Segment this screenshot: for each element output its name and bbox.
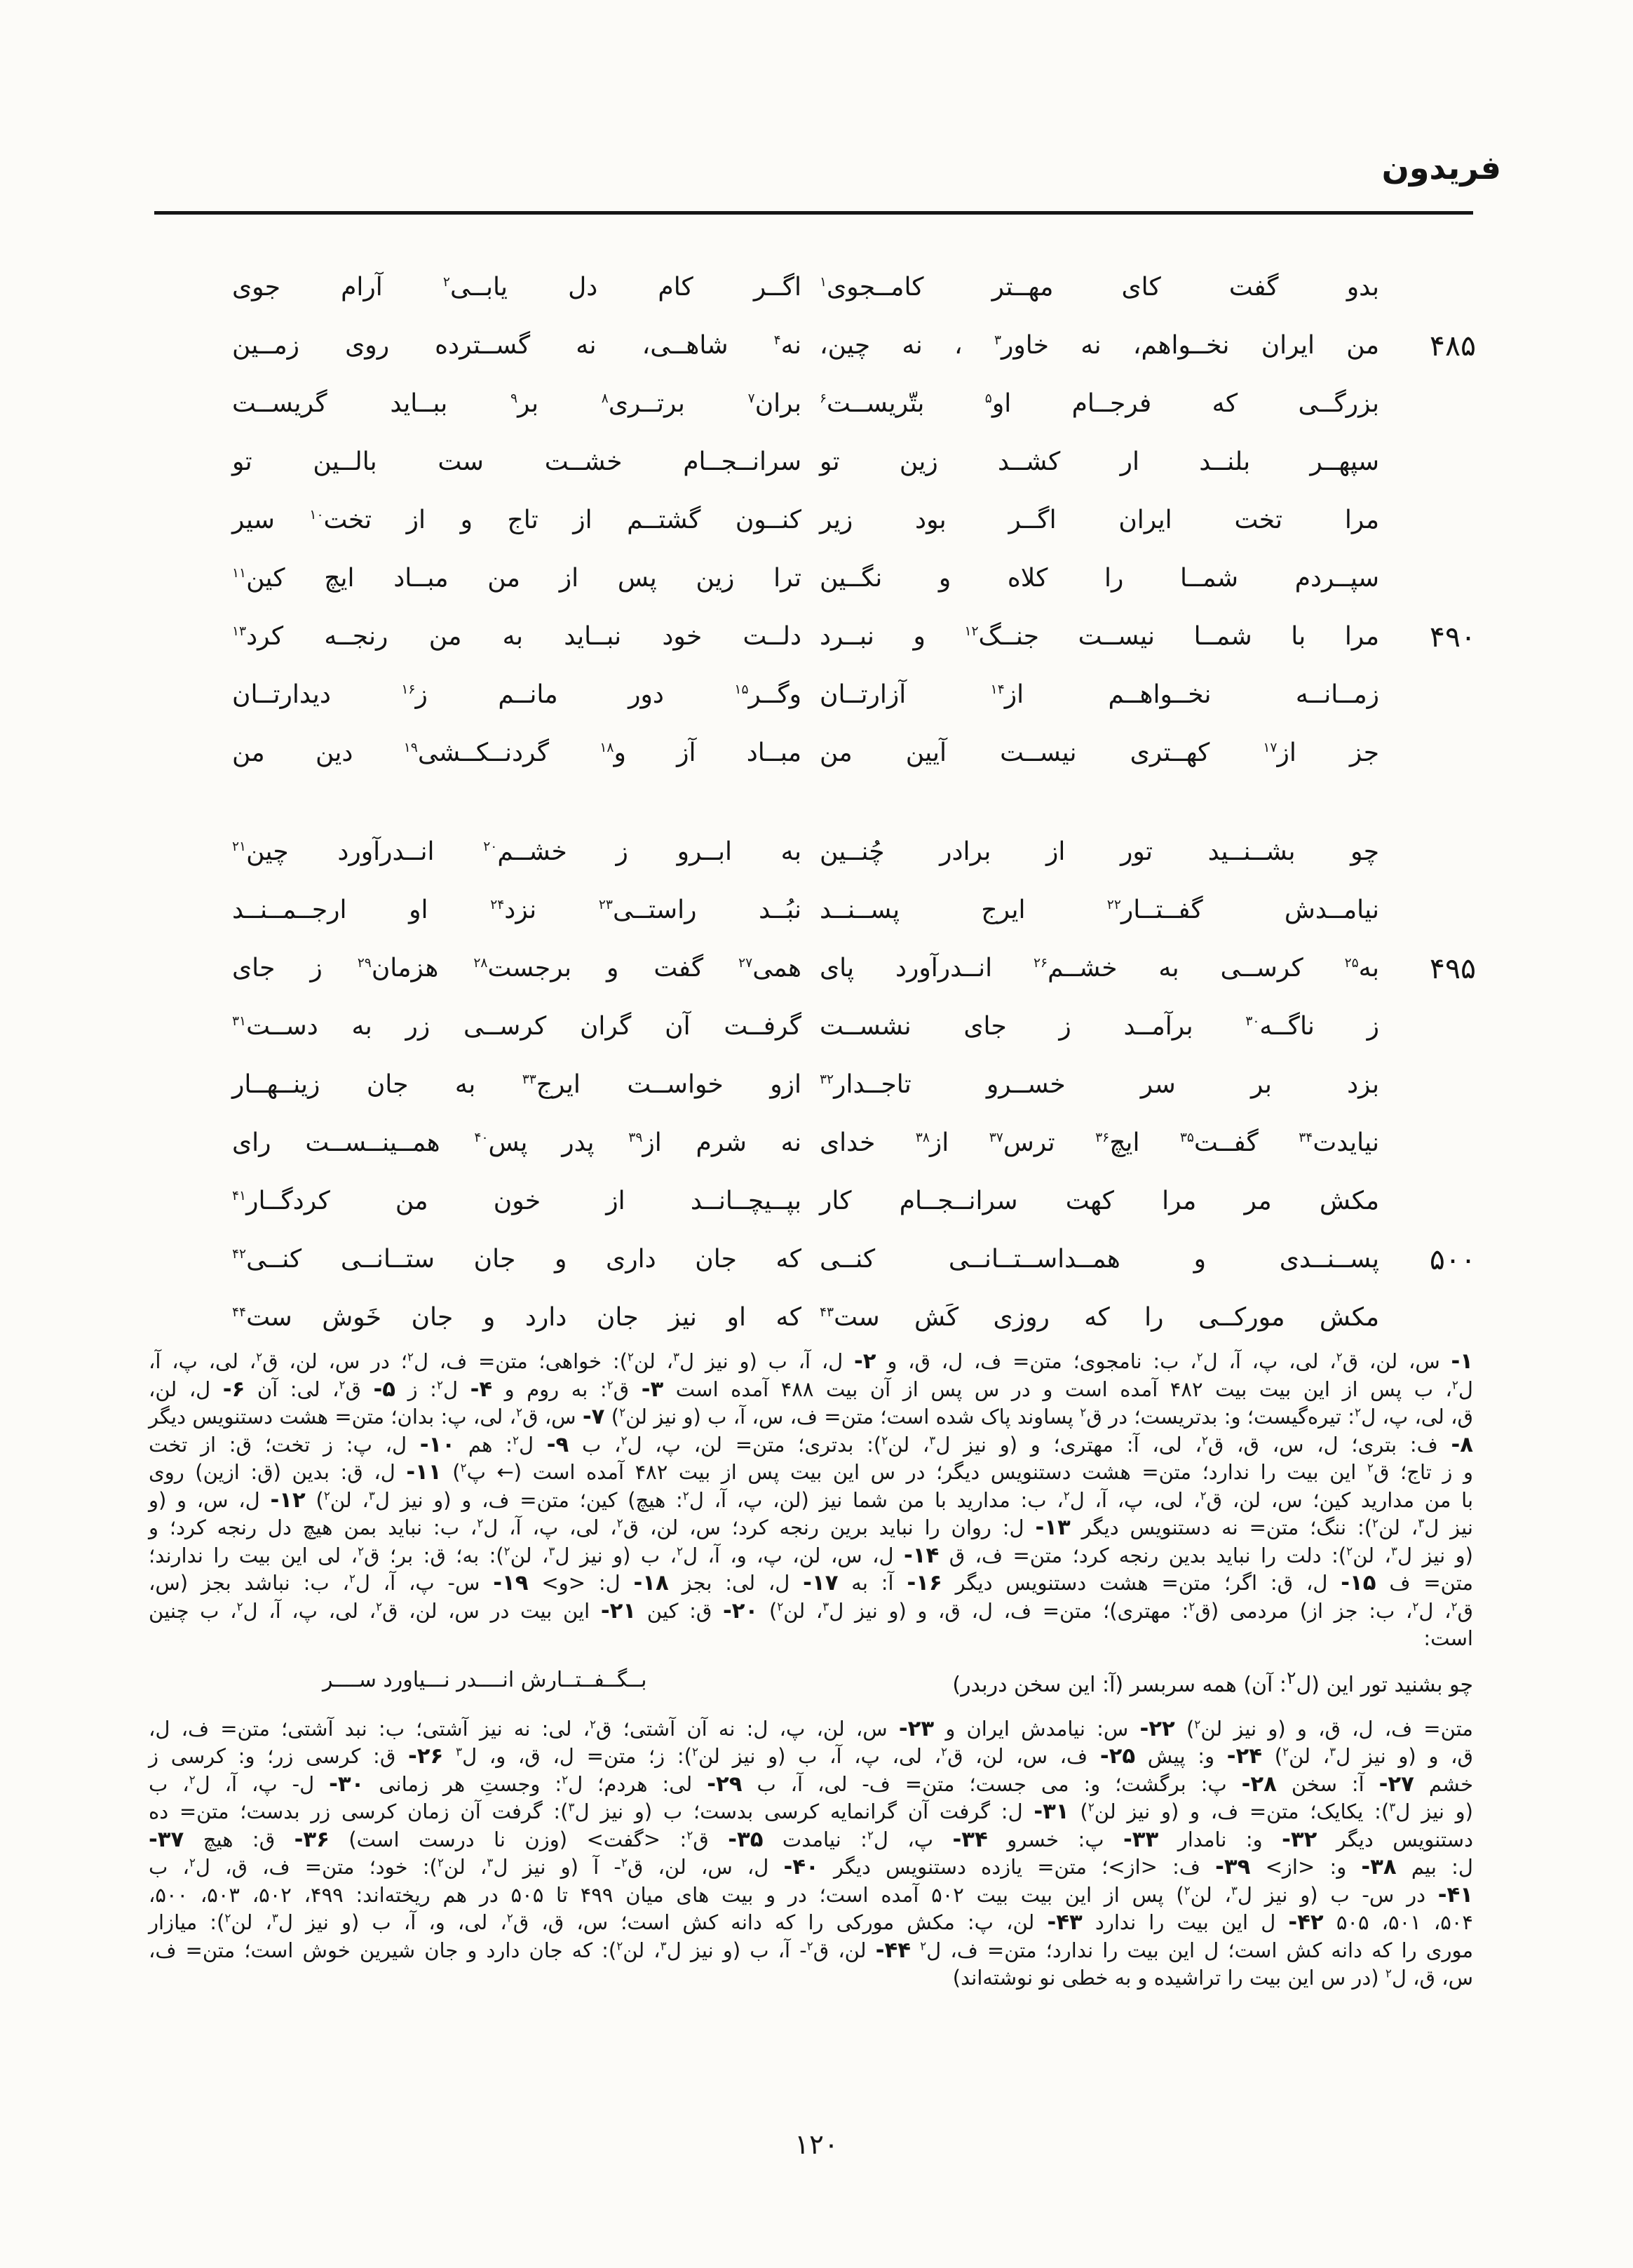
hemistich-left: ترا زین پس از من مبــاد ایچ کین$^{۱۱}$: [232, 563, 801, 593]
footnote-line: متن= ف، ل، ق، و (و نیز لن$^۲$) ۲۲- س: نیامدش ایران و ۲۳- س، لن، پ، ل: نه آن آشتی؛ ق$^۲$، لی: نه نیز آشتی؛ ب: نبد آشتی؛ متن= ف، ل،: [149, 1715, 1473, 1741]
hemistich-right: مکش مورکــی را که روزی کَش ست$^{۴۳}$: [820, 1302, 1379, 1332]
footnote-line: متن= ف ۱۵- ل، ق: اگر؛ متن= هشت دستنویس دیگر ۱۶- آ: به ۱۷- ل، لی: بجز ۱۸- ل: <و> ۱۹- س- پ، آ، ل$^۲$، ب: نباشد بجز (س،: [149, 1570, 1473, 1595]
couplet-row: [157, 374, 1476, 433]
stanza-2: [157, 823, 1476, 1346]
couplet-row: [157, 491, 1476, 549]
hemistich-right: زمــانــه نخــواهــم از$^{۱۴}$ آزارتــان: [820, 680, 1379, 709]
couplet-row: [157, 549, 1476, 607]
hemistich-right: چو بشــنــید تور از برادر چُنــین: [820, 837, 1379, 866]
couplet-row: [157, 823, 1476, 881]
hemistich-right: مرا با شمــا نیســت جنــگ$^{۱۲}$ و نبــرد: [820, 621, 1379, 651]
header-divider-rule: [154, 211, 1473, 215]
running-header-title: فریدون: [1381, 149, 1501, 187]
hemistich-right: سپــردم شمــا را کلاه و نگــین: [820, 563, 1379, 593]
couplet-row: [157, 881, 1476, 939]
footnote-line: است:: [1423, 1626, 1473, 1650]
hemistich-left: اگــر کام دل یابــی$^۲$ آرام جوی: [232, 272, 801, 302]
hemistich-right: پســنــدی و همــداســتــانــی کنــی: [820, 1244, 1379, 1274]
hemistich-left: نبُــد راستــی$^{۲۳}$ نزد$^{۲۴}$ او ارجــمــنــد: [232, 895, 801, 924]
footnote-line: خشم ۲۷- آ: سخن ۲۸- پ: برگشت؛ و: می جست؛ متن= ف- لی، آ، ب ۲۹- لی: هردم؛ ل$^۲$: وجستِ هر زمانی ۳۰- ل- پ، آ، ل$^۲$، ب: [149, 1771, 1473, 1797]
hemistich-right: جز از$^{۱۷}$ کهــتری نیســت آیین من: [820, 738, 1380, 767]
footnote-line: ۵۰۴، ۵۰۱، ۵۰۵ ۴۲- ل این بیت را ندارد ۴۳- لن، پ: مکش مورکی را که دانه کش است؛ س، ق، ق$^۲$، لی، و، آ، ب (و نیز ل$^۳$، لن$^۲$): میازار: [149, 1910, 1473, 1935]
couplet-row: [157, 997, 1476, 1055]
hemistich-left: سرانــجــام خشــت ست بالــین تو: [232, 447, 801, 476]
hemistich-left: نه$^۴$ شاهــی، نه گســترده روی زمــین: [232, 330, 801, 360]
footnote-line: ۱- س، لن، ق$^۲$، لی، پ، آ، ل$^۲$، ب: نامجوی؛ متن= ف، ل، ق، و ۲- ل، آ، ب (و نیز ل$^۳$، لن$^۲$): خواهی؛ متن= ف، ل$^۲$؛ در س، لن، ق$^۲$، لی، پ، آ،: [149, 1349, 1474, 1374]
footnote-quoted-verse: [149, 1668, 1473, 1697]
hemistich-left: ازو خواســت ایرج$^{۳۳}$ به جان زینــهــار: [232, 1069, 801, 1099]
footnote-line: ل$^۲$، ب پس از این بیت بیت ۴۸۲ آمده است و در س پس از آن بیت ۴۸۸ آمده است ۳- ق$^۲$: به روم و ۴- ل$^۲$: ز ۵- ق$^۲$، لی: آن ۶- ل، لن،: [149, 1376, 1473, 1402]
quoted-hemistich-right: چو بشنید تور این (ل$^۲$: آن) همه سربسر (آ: این سخن دربدر): [952, 1667, 1473, 1697]
hemistich-right: ز ناگــه$^{۳۰}$ برآمــد ز جای نشســت: [820, 1011, 1379, 1041]
hemistich-left: بران$^۷$ برتــری$^۸$ بر$^۹$ ببــاید گریســت: [232, 389, 802, 418]
hemistich-right: بدو گفت کای مهــتر کامــجوی$^۱$: [820, 272, 1379, 302]
couplet-row: [157, 1114, 1476, 1172]
verse-number: ۴۹۰: [1429, 619, 1476, 654]
footnote-line: ل: بیم ۳۸- و: <از> ۳۹- ف: <از>؛ متن= یازده دستنویس دیگر ۴۰- ل، س، لن، ق$^۲$- آ (و نیز ل$^۳$، لن$^۲$): خود؛ متن= ف، ق، ل$^۲$، ب: [149, 1854, 1473, 1879]
couplet-row: [157, 1288, 1476, 1346]
couplet-row: [157, 433, 1476, 491]
couplet-row: [157, 939, 1476, 997]
footnote-line: (و نیز ل$^۳$): یکایک؛ متن= ف، و (و نیز لن$^۲$) ۳۱- ل: گرفت آن گرانمایه کرسی بدست؛ ب (و نیز ل$^۳$): گرفت آن زمان کرسی زر بدست؛ متن= ده: [149, 1799, 1473, 1824]
page-number: ۱۲۰: [794, 2129, 839, 2161]
footnote-line: ق$^۲$، ل$^۲$، ب: جز از) مردمی (ق$^۲$: مهتری)؛ متن= ف، ل، ق، و (و نیز ل$^۳$، لن$^۲$) ۲۰- ق: کین ۲۱- این بیت در س، لن، ق$^۲$، لی، پ، آ، ل$^۲$، ب چنین: [149, 1598, 1473, 1624]
critical-apparatus-footnotes: [149, 1348, 1473, 1992]
couplet-row: [157, 1230, 1476, 1288]
verse-number: ۵۰۰: [1429, 1242, 1476, 1276]
hemistich-right: نیایدت$^{۳۴}$ گفــت$^{۳۵}$ ایچ$^{۳۶}$ ترس$^{۳۷}$ از$^{۳۸}$ خدای: [820, 1128, 1379, 1157]
hemistich-left: مبــاد آز و$^{۱۸}$ گردنــکــشی$^{۱۹}$ دین من: [232, 738, 802, 767]
footnote-line: نیز ل$^۳$، لن$^۲$): ننگ؛ متن= نه دستنویس دیگر ۱۳- ل: روان را نباید برین رنجه کرد؛ س، لن، ق$^۲$، لی، پ، آ، ل$^۲$، ب: نباید بمن هیچ دل رنجه کرد؛ و: [149, 1515, 1473, 1540]
hemistich-right: من ایران نخــواهم، نه خاور$^۳$ ، نه چین،: [820, 330, 1379, 360]
footnote-line: ۸- ف: بتری؛ ل، س، ق، ق$^۲$، لی، آ: مهتری؛ و (و نیز ل$^۳$، لن$^۲$): بدتری؛ متن= لن، پ، ل$^۲$، ب ۹- ل$^۲$: هم ۱۰- ل، پ: ز تخت؛ ق: از تخت: [149, 1431, 1473, 1457]
couplet-row: [157, 1172, 1476, 1230]
poem-body: [157, 258, 1476, 1346]
footnote-line: (و نیز ل$^۳$، لن$^۲$): دلت را نباید بدین رنجه کرد؛ متن= ف، ق ۱۴- ل، س، لن، پ، و، آ، ل$^۲$، ب (و نیز ل$^۳$، لن$^۲$): به؛ ق: بر؛ ق$^۲$، لی این بیت را ندارند؛: [149, 1542, 1473, 1568]
hemistich-left: همی$^{۲۷}$ گفت و برجست$^{۲۸}$ هزمان$^{۲۹}$ ز جای: [232, 953, 802, 983]
stanza-1: [157, 258, 1476, 782]
footnote-line: س، ق، ل$^۲$ (در س این بیت را تراشیده و به خطی نو نوشته‌اند): [952, 1966, 1473, 1990]
hemistich-right: مرا تخت ایران اگــر بود زیر: [820, 505, 1379, 534]
footnote-line: موری را که دانه کش است؛ ل این بیت را ندارد؛ متن= ف، ل$^۲$ ۴۴- لن، ق$^۲$- آ، ب (و نیز ل$^۳$، لن$^۲$): که جان دارد و جان شیرین خوش است؛ متن= ف،: [149, 1937, 1473, 1963]
hemistich-right: بزد بر سر خســرو تاجــدار$^{۳۲}$: [820, 1069, 1379, 1099]
hemistich-left: نه شرم از$^{۳۹}$ پدر پس$^{۴۰}$ همــینــســت رای: [232, 1128, 801, 1157]
footnote-line: ۴۱- در س- ب (و نیز ل$^۳$، لن$^۲$) پس از این بیت بیت ۵۰۲ آمده است؛ در و بیت های میان ۴۹۹ تا ۵۰۵ در هم ریخته‌اند: ۴۹۹، ۵۰۲، ۵۰۳، ۵۰۰،: [149, 1882, 1474, 1908]
quoted-hemistich-left: بــگــفــتــارش انــــدر نـــیاورد ســــر: [323, 1667, 647, 1692]
footnote-line: با من مدارید کین؛ س، لن، ق$^۲$، لی، پ، آ، ل$^۲$، ب: مدارید با من شما نیز (لن، پ، آ، ل$^۲$: هیچ) کین؛ متن= ف، و (و نیز ل$^۳$، لن$^۲$) ۱۲- ل، س، و (و: [149, 1487, 1474, 1513]
hemistich-left: به ابــرو ز خشــم$^{۲۰}$ انــدرآورد چین$^{۲۱}$: [232, 837, 802, 866]
hemistich-right: نیامــدش گفــتــار$^{۲۲}$ ایرج پســنــد: [820, 895, 1379, 924]
verse-number: ۴۹۵: [1429, 951, 1476, 985]
couplet-row: [157, 1055, 1476, 1114]
hemistich-right: مکش مر مرا کهت سرانــجــام کار: [820, 1186, 1379, 1215]
verse-number: ۴۸۵: [1429, 328, 1476, 363]
couplet-row: [157, 607, 1476, 666]
hemistich-right: سپهــر بلنــد ار کشــد زین تو: [820, 447, 1379, 476]
hemistich-left: دلــت خود نبــاید به من رنجــه کرد$^{۱۳}$: [232, 621, 801, 651]
hemistich-right: به$^{۲۵}$ کرســی به خشــم$^{۲۶}$ انــدرآورد پای: [820, 953, 1379, 983]
footnote-line: و ز تاج؛ ق$^۲$ این بیت را ندارد؛ متن= هشت دستنویس دیگر؛ در س این بیت پس از بیت ۴۸۲ آمده است (← پ$^۲$) ۱۱- ل، ق: بدین (ق: ازین) روی: [149, 1459, 1473, 1485]
hemistich-left: وگــر$^{۱۵}$ دور مانــم ز$^{۱۶}$ دیدارتــان: [232, 680, 801, 709]
footnote-line: ق، و (و نیز ل$^۳$، لن$^۲$) ۲۴- و: پیش ۲۵- ف، س، لن، ق$^۲$، لی، پ، آ، ب (و نیز لن$^۲$): ز؛ متن= ل، ق، و، ل$^۳$ ۲۶- ق: کرسی زر؛ و: کرسی ز: [149, 1743, 1474, 1769]
hemistich-left: که جان داری و جان ستــانــی کنــی$^{۴۲}$: [232, 1244, 801, 1274]
couplet-row: [157, 258, 1476, 316]
hemistich-left: که او نیز جان دارد و جان خَوش ست$^{۴۴}$: [232, 1302, 801, 1332]
hemistich-left: بپــیچــانــد از خون من کردگــار$^{۴۱}$: [232, 1186, 801, 1215]
footnote-line: ق، لی، پ، ل$^۲$: تیره‌گیست؛ و: بدتریست؛ در ق$^۲$ پساوند پاک شده است؛ متن= ف، س، آ، ب (و نیز لن$^۲$) ۷- س، ق$^۲$، لی، پ: بدان؛ متن= هشت دستنویس دیگر: [149, 1404, 1474, 1429]
couplet-row: [157, 666, 1476, 724]
couplet-row: [157, 316, 1476, 374]
footnote-line: دستنویس دیگر ۳۲- و: نامدار ۳۳- پ: خسرو ۳۴- پ، ل$^۲$: نیامدت ۳۵- ق$^۲$: <گفت> (وزن نا درست است) ۳۶- ق: هیچ ۳۷-: [149, 1826, 1474, 1852]
hemistich-left: گرفــت آن گران کرســی زر به دســت$^{۳۱}$: [232, 1011, 801, 1041]
couplet-row: [157, 724, 1476, 782]
hemistich-left: کنــون گشتــم از تاج و از تخت$^{۱۰}$ سیر: [232, 505, 801, 534]
hemistich-right: بزرگــی که فرجــام او$^۵$ بتّریســت$^۶$: [820, 389, 1379, 418]
